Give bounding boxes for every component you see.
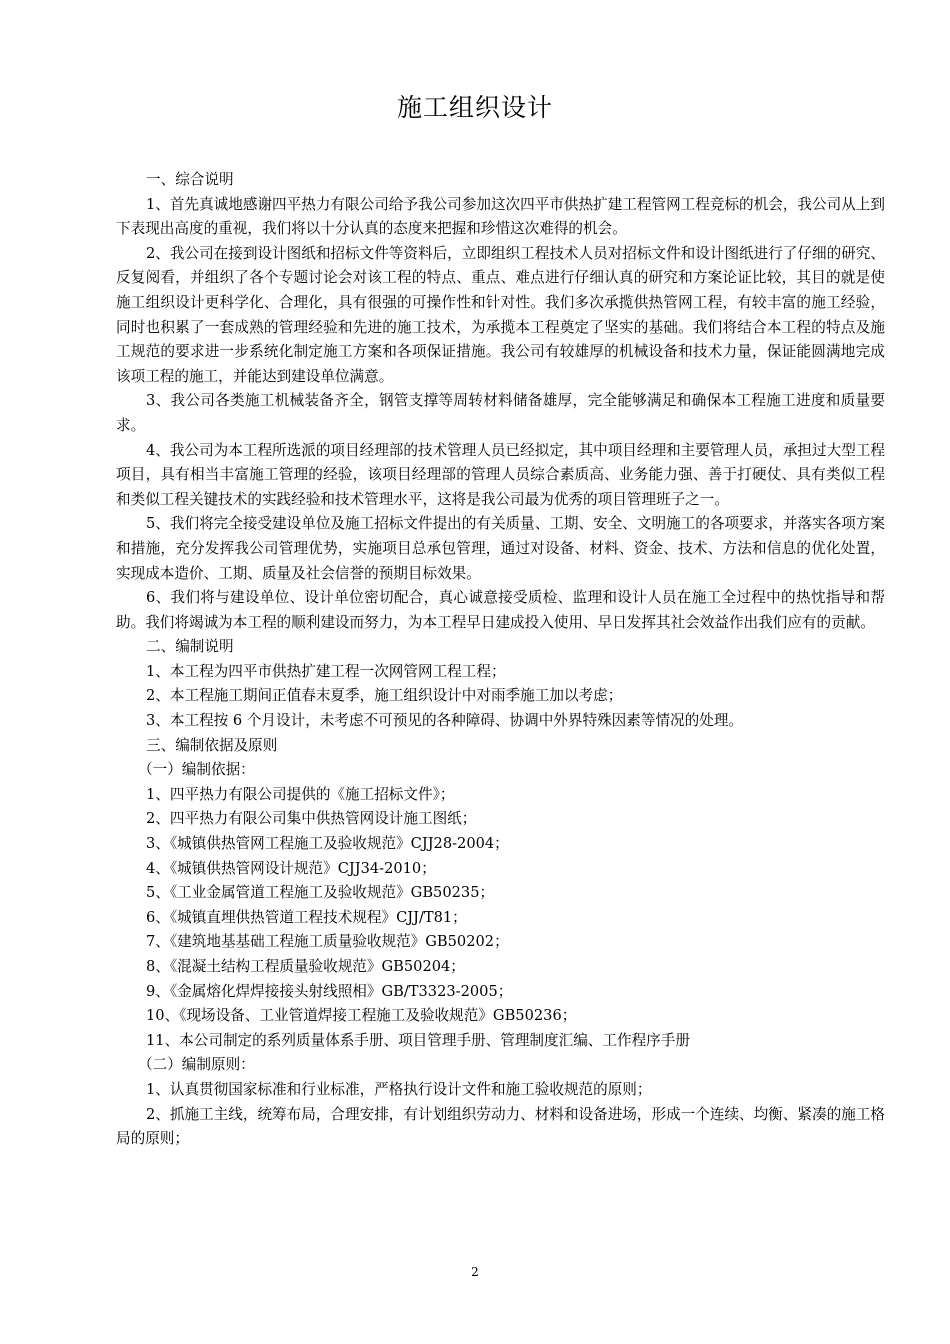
paragraph: 7、《建筑地基基础工程施工质量验收规范》GB50202； xyxy=(146,933,509,951)
paragraph: 1、四平热力有限公司提供的《施工招标文件》； xyxy=(146,785,455,803)
paragraph: 6、《城镇直埋供热管道工程技术规程》CJJ/T81； xyxy=(146,908,467,926)
paragraph: 8、《混凝土结构工程质量验收规范》GB50204； xyxy=(146,958,465,975)
paragraph: 二、编制说明 xyxy=(146,638,234,656)
paragraph: 2、本工程施工期间正值春末夏季，施工组织设计中对雨季施工加以考虑； xyxy=(146,687,623,705)
paragraph: 10、《现场设备、工业管道焊接工程施工及验收规范》GB50236； xyxy=(146,1007,577,1025)
document-body xyxy=(116,168,885,1152)
paragraph: 2、四平热力有限公司集中供热管网设计施工图纸； xyxy=(146,810,477,828)
paragraph: 3、《城镇供热管网工程施工及验收规范》CJJ28-2004； xyxy=(146,835,509,853)
document-title: 施工组织设计 xyxy=(396,93,553,122)
paragraph: 3、本工程按 6 个月设计，未考虑不可预见的各种障碍、协调中外界特殊因素等情况的处理。 xyxy=(146,712,744,730)
page-number: 2 xyxy=(471,1265,479,1279)
paragraph: 3、我公司各类施工机械装备齐全，钢管支撑等周转材料储备雄厚，完全能够满足和确保本工程施工进度和质量要求。 xyxy=(116,392,885,434)
paragraph: 11、本公司制定的系列质量体系手册、项目管理手册、管理制度汇编、工作程序手册 xyxy=(146,1031,690,1049)
paragraph: （二）编制原则： xyxy=(138,1056,255,1074)
paragraph: 4、我公司为本工程所选派的项目经理部的技术管理人员已经拟定，其中项目经理和主要管理人员，承担过大型工程项目，具有相当丰富施工管理的经验，该项目经理部的管理人员综合素质高、业务能力强、善于打硬仗、具有类似工程和类似工程关键技术的实践经验和技术管理水平，这将是我公司最为优秀的项目管理班子之一。 xyxy=(116,441,885,508)
paragraph: 2、抓施工主线，统筹布局，合理安排，有计划组织劳动力、材料和设备进场，形成一个连续、均衡、紧凑的施工格局的原则； xyxy=(116,1105,885,1148)
paragraph: 5、《工业金属管道工程施工及验收规范》GB50235； xyxy=(146,884,495,902)
paragraph: 1、认真贯彻国家标准和行业标准，严格执行设计文件和施工验收规范的原则； xyxy=(146,1080,652,1098)
paragraph: 一、综合说明 xyxy=(146,171,234,188)
paragraph: 4、《城镇供热管网设计规范》CJJ34-2010； xyxy=(146,859,436,877)
paragraph: 5、我们将完全接受建设单位及施工招标文件提出的有关质量、工期、安全、文明施工的各项要求，并落实各项方案和措施，充分发挥我公司管理优势，实施项目总承包管理，通过对设备、材料、资金、技术、方法和信息的优化处置，实现成本造价、工期、质量及社会信誉的预期目标效果。 xyxy=(116,515,885,582)
paragraph: 1、本工程为四平市供热扩建工程一次网管网工程工程； xyxy=(146,662,506,680)
paragraph: 6、我们将与建设单位、设计单位密切配合，真心诚意接受质检、监理和设计人员在施工全过程中的热忱指导和帮助。我们将竭诚为本工程的顺利建设而努力，为本工程早日建成投入使用、早日发挥其社会效益作出我们应有的贡献。 xyxy=(116,589,885,631)
paragraph: 1、首先真诚地感谢四平热力有限公司给予我公司参加这次四平市供热扩建工程管网工程竞标的机会，我公司从上到下表现出高度的重视，我们将以十分认真的态度来把握和珍惜这次难得的机会。 xyxy=(116,195,885,238)
paragraph: 9、《金属熔化焊焊接接头射线照相》GB/T3323-2005； xyxy=(146,982,513,1000)
paragraph: （一）编制依据： xyxy=(138,761,255,779)
paragraph: 三、编制依据及原则 xyxy=(146,736,278,754)
paragraph: 2、我公司在接到设计图纸和招标文件等资料后，立即组织工程技术人员对招标文件和设计图纸进行了仔细的研究、反复阅看，并组织了各个专题讨论会对该工程的特点、重点、难点进行仔细认真的研究和方案论证比较，其目的就是使施工组织设计更科学化、合理化，具有很强的可操作性和针对性。我们多次承揽供热管网工程，有较丰富的施工经验，同时也积累了一套成熟的管理经验和先进的施工技术，为承揽本工程奠定了坚实的基础。我们将结合本工程的特点及施工规范的要求进一步系统化制定施工方案和各项保证措施。我公司有较雄厚的机械设备和技术力量，保证能圆满地完成该项工程的施工，并能达到建设单位满意。 xyxy=(116,244,885,385)
